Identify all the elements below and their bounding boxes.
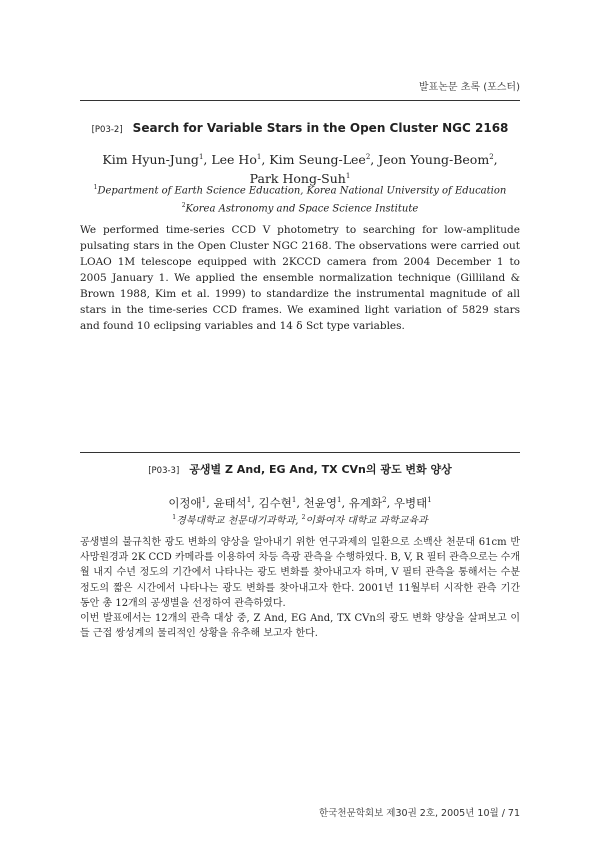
affiliation-line xyxy=(80,180,520,198)
affiliation-text: Korea Astronomy and Space Science Institute xyxy=(185,203,419,215)
section-header: 발표논문 초록 (포스터) xyxy=(418,82,520,93)
author-name: Lee Ho xyxy=(211,152,257,168)
affil-mark: 2 xyxy=(301,514,306,521)
abstract2-body: 공생별의 불규칙한 광도 변화의 양상을 알아내기 위한 연구과제의 일환으로 소백산 천문대 61cm 반사망원경과 2K CCD 카메라를 이용하여 차등 측광 관측을 수행하였다. B, V, R 필터 관측으로는 수개월 내지 수년 정도의 기간에서 나타나는 광도 변화를 찾아내고자 하며, V 필터 관측을 통해서는 수분 정도의 짧은 시간에서 나타나는 광도 변화를 찾아내고자 한다. 2001년 11월부터 시작한 관측 기간 동안 총 12개의 공생별을 선정하여 관측하였다. 이번 발표에서는 12개의 관측 대상 중, Z And, EG And, TX CVn의 광도 변화 양상을 살펴보고 이들 근접 쌍성계의 물리적인 상황을 유추해 보고자 한다. xyxy=(80,537,520,640)
author-affil-mark: 1 xyxy=(198,153,204,161)
abstract2-title: 공생별 Z And, EG And, TX CVn의 광도 변화 양상 xyxy=(189,463,452,476)
affil-mark: 2 xyxy=(181,202,186,210)
author-name: 유계화 xyxy=(348,495,383,510)
author-name: Kim Seung-Lee xyxy=(269,152,366,168)
author-affil-mark: 1 xyxy=(201,496,207,504)
abstract1-code: [P03-2] xyxy=(91,125,123,135)
author-name: 우병태 xyxy=(393,495,428,510)
abstract2-affiliations xyxy=(80,510,520,528)
author-affil-mark: 1 xyxy=(256,153,262,161)
abstract1-body: We performed time-series CCD V photometry to searching for low-amplitude pulsating stars in the Open Cluster NGC 2168. The observations were carried out LOAO 1M telescope equipped with 2KCCD camera from 2004 December 1 to 2005 January 1. We applied the ensemble normalization technique (Gilliland & Brown 1988, Kim et al. 1999) to standardize the instrumental magnitude of all stars in the time-series CCD frames. We examined light variation of 5829 stars and found 10 eclipsing variables and 14 δ Sct type variables. xyxy=(80,224,520,332)
author-name: Jeon Young-Beom xyxy=(378,152,490,168)
top-divider xyxy=(80,100,520,101)
author-affil-mark: 1 xyxy=(427,496,432,504)
abstract2-title-line xyxy=(80,461,520,477)
affiliation-text: 이화여자 대학교 과학교육과 xyxy=(305,515,428,527)
abstract1-title: Search for Variable Stars in the Open Cluster NGC 2168 xyxy=(132,121,509,135)
author-name: 윤태석 xyxy=(213,495,247,510)
affil-mark: 1 xyxy=(172,514,177,521)
author-affil-mark: 2 xyxy=(365,153,371,161)
affiliation-text: Department of Earth Science Education, Korea National University of Education xyxy=(97,185,507,197)
author-affil-mark: 1 xyxy=(345,172,351,181)
author-affil-mark: 2 xyxy=(489,153,494,161)
abstract2-code: [P03-3] xyxy=(148,466,180,476)
abstract1-authors: Kim Hyun-Jung$^1$, Lee Ho$^1$, Kim Seung-Lee$^2$, Jeon Young-Beom$^2$, Park Hong-Suh$^1$ xyxy=(102,152,498,187)
author-affil-mark: 1 xyxy=(246,496,252,504)
affiliation-text: 경북대학교 천문대기과학과, xyxy=(176,515,302,527)
author-name: 천윤영 xyxy=(303,495,337,510)
author-name: Park Hong-Suh xyxy=(249,171,346,187)
author-affil-mark: 1 xyxy=(291,496,297,504)
author-name: 김수현 xyxy=(258,495,292,510)
author-affil-mark: 1 xyxy=(336,496,342,504)
author-affil-mark: 2 xyxy=(382,496,387,504)
affil-mark: 1 xyxy=(93,184,98,191)
affiliation-line xyxy=(80,198,520,216)
journal-citation-footer: 한국천문학회보 제30권 2호, 2005년 10월 / 71 xyxy=(319,808,520,819)
abstract2-authors: 이정애$^1$, 윤태석$^1$, 김수현$^1$, 천윤영$^1$, 유계화$^2$, 우병태$^1$ xyxy=(168,495,432,510)
abstract1-affiliations xyxy=(80,180,520,217)
author-name: 이정애 xyxy=(168,495,202,510)
abstract1-title-line xyxy=(80,121,520,135)
author-name: Kim Hyun-Jung xyxy=(102,152,199,168)
section-divider xyxy=(80,452,520,453)
